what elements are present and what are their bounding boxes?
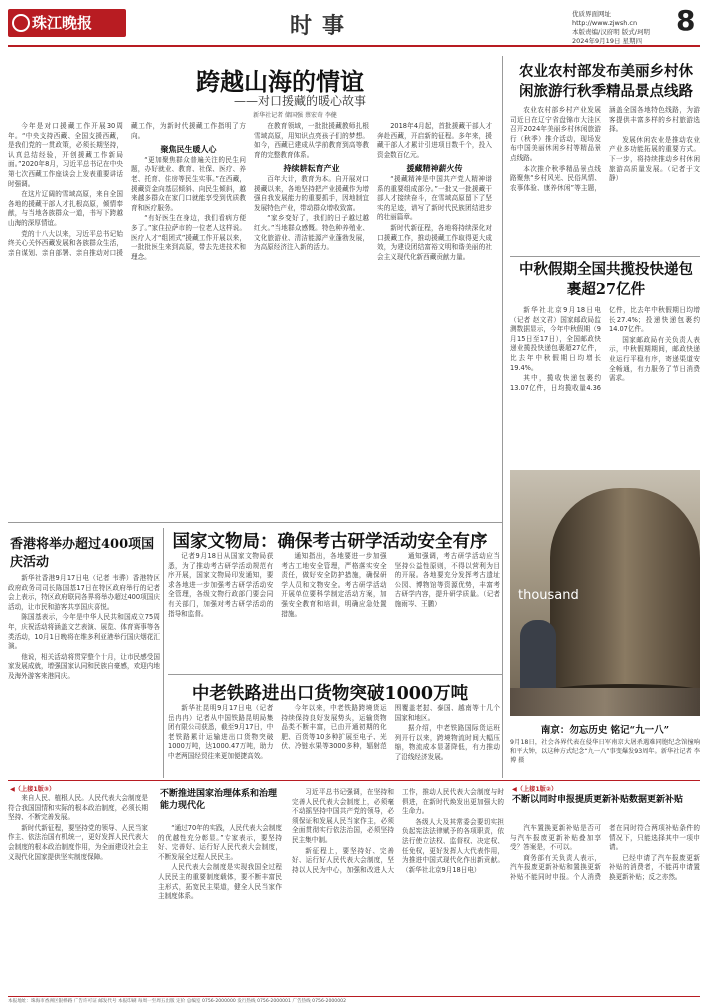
- paragraph: 本次推介秋季精品景点线路聚焦“乡村风光、民俗风情、农事体验、康养休闲”等主题，涵盖全国各地特色线路，为游客提供丰富多样的乡村旅游选择。: [510, 106, 700, 192]
- paragraph: 来自人民、植根人民。人民代表大会制度是符合我国国情和实际的根本政治制度，必须长期坚持、不断完善发展。: [8, 794, 148, 822]
- paragraph: 新华社昆明9月17日电（记者 岳冉冉）记者从中国铁路昆明局集团有限公司获悉，截至9月17日，中老铁路累计运输进出口货物突破1000万吨，达1000.47万吨，助力中老两国经贸往来更加便捷高效。: [168, 704, 274, 760]
- paragraph: 在这片辽阔的雪域高原，来自全国各地的援藏干部人才扎根高原，倾情奉献，与当地各族群众一道，书写下跨越山海的深厚情谊。: [8, 190, 123, 227]
- website-line[interactable]: 优质界面网址 http://www.zjwsh.cn: [572, 10, 638, 27]
- paragraph: 今年以来，中老铁路跨境货运持续保持良好发展势头，运输货物品类不断丰富，已由开通初期的化肥、百货等10多种扩展至电子、光伏、冷链水果等3000多种，辐射范围覆盖老挝、泰国、越南等十几个国家和地区。: [281, 704, 500, 751]
- paragraph: “通过70年的实践，人民代表大会制度的优越性充分彰显。”专家表示，要坚持好、完善好、运行好人民代表大会制度，不断发展全过程人民民主。: [158, 824, 282, 861]
- paragraph: 据介绍，中老铁路国际货运班列开行以来，跨境物流时间大幅压缩，物流成本显著降低，有力推动了沿线经济发展。: [394, 724, 500, 761]
- subsidy-heading[interactable]: 不断以同时申报提质更新补贴数据更新补贴: [512, 795, 684, 805]
- photo-caption: 9月18日，社会各界代表在侵华日军南京大屠杀遇难同胞纪念馆撞响和平大钟，以这种方式纪念“九一八”事变爆发93周年。新华社记者 李博 摄: [510, 739, 700, 764]
- relics-article-title[interactable]: 国家文物局：确保考古研学活动安全有序: [172, 532, 488, 552]
- paragraph: 人民代表大会制度是实现我国全过程人民民主的重要制度载体，要不断丰富民主形式，拓宽民主渠道，健全人民当家作主制度体系。: [158, 863, 282, 901]
- railway-article-title[interactable]: 中老铁路进出口货物突破1000万吨: [191, 684, 469, 704]
- paragraph: 国家邮政局有关负责人表示，中秋假期期间，邮政快递业运行平稳有序，寄递渠道安全畅通，有力服务了节日消费需求。: [609, 335, 700, 383]
- paragraph: 新征程上，要坚持好、完善好、运行好人民代表大会制度，坚持以人民为中心，加强和改进人大工作，推动人民代表大会制度与时俱进，在新时代焕发出更加强大的生命力。: [292, 788, 504, 874]
- crowd-figure: [510, 688, 700, 716]
- paragraph: 已经申请了汽车报废更新补贴的消费者，不能再申请置换更新补贴；反之亦然。: [609, 853, 700, 881]
- agri-article-title[interactable]: 农业农村部发布美丽乡村休闲旅游行秋季精品景点线路: [519, 63, 693, 100]
- governance-heading[interactable]: 不断推进国家治理体系和治理能力现代化: [160, 789, 278, 811]
- footer-line: 本报地址：珠海市香洲区银桦路 广告许可证 邮发代号 本报印刷 每周一至周五出版 定价 总编室 0756-2000000 发行热线 0756-2000001 广告热线 0756-2000002: [8, 996, 700, 1004]
- paragraph: 新华社北京9月18日电（记者 赵文君）国家邮政局监测数据显示，今年中秋假期（9月15日至17日），全国邮政快递业揽投快递包裹超27亿件，比去年中秋假期日均增长19.4%。: [510, 306, 601, 372]
- paragraph: 2018年4月起，首批援藏干部人才奔赴西藏，开启新的征程。多年来，援藏干部人才累计引进项目数千个，投入资金数百亿元。: [377, 122, 492, 159]
- paragraph: 在教育领域，一批批援藏教师扎根雪域高原，用知识点亮孩子们的梦想。如今，西藏已建成从学前教育到高等教育的完整教育体系。: [254, 122, 369, 159]
- paragraph: 党的十八大以来，习近平总书记始终关心关怀西藏发展和各族群众生活，亲自谋划、亲自部署、亲自推动对口援藏工作，为新时代援藏工作指明了方向。: [8, 122, 246, 257]
- section-heading: 聚焦民生暖人心: [160, 144, 217, 155]
- main-bottom-divider: [8, 522, 502, 523]
- paragraph: 记者9月18日从国家文物局获悉，为了推动考古研学活动规范有序开展，国家文物局印发通知，要求各地进一步加强考古研学活动安全管理，各级文物行政部门要会同有关部门，加强对考古研学活动的指导和监督。: [168, 552, 274, 618]
- main-article-subtitle: ——对口援藏的暖心故事: [233, 94, 366, 108]
- continued-body: [8, 794, 148, 994]
- continued-tag[interactable]: ◀（上接1版③）: [10, 786, 56, 793]
- paragraph: 发展休闲农业是推动农业产业多功能拓展的重要方式。下一步，将持续推动乡村休闲旅游高质量发展。（记者于文静）: [609, 135, 700, 183]
- paragraph: 其中，揽收快递包裹约13.07亿件，日均揽收量4.36亿件，比去年中秋假期日均增长27.4%；投递快递包裹约14.07亿件。: [510, 306, 700, 392]
- header-rule: [8, 45, 700, 47]
- section-heading: 持续耕耘育产业: [283, 163, 340, 174]
- paragraph: 商务部有关负责人表示，汽车报废更新补贴和置换更新补贴不能同时申报。个人消费者在同时符合两项补贴条件的情况下，只能选择其中一项申请。: [510, 824, 700, 881]
- editor-line: 本版责编/汉府明 版式/珂明: [572, 28, 650, 36]
- paragraph: “有好医生在身边，我们看病方便多了。”家住拉萨市的一位老人这样说。医疗人才“组团式”援藏工作开展以来，一批批医生来到高原，带去先进技术和理念。: [131, 214, 246, 261]
- photo-overlay-text: thousand: [518, 588, 579, 603]
- express-article-body: [510, 306, 700, 468]
- paragraph: 农业农村部乡村产业发展司近日在辽宁省盘锦市大洼区召开2024年美丽乡村休闲旅游行（秋季）推介活动，现场发布中国美丽休闲乡村等精品景点线路。: [510, 106, 601, 162]
- logo-text: 珠江晚报: [32, 14, 93, 32]
- congress-body: [292, 788, 504, 994]
- paragraph: 习近平总书记强调，在坚持和完善人民代表大会制度上，必须毫不动摇坚持中国共产党的领导，必须保证和发展人民当家作主，必须全面贯彻实行依法治国，必须坚持民主集中制。: [292, 788, 394, 844]
- hk-divider: [163, 528, 164, 778]
- main-article-body: [8, 122, 492, 520]
- relics-article-body: [168, 552, 500, 668]
- paragraph: 新时代新征程，要坚持党的领导、人民当家作主、依法治国有机统一，更好发挥人民代表大会制度的根本政治制度作用，为全面建设社会主义现代化国家提供坚实制度保障。: [8, 823, 148, 861]
- hk-article-body: [8, 574, 160, 776]
- express-article-title[interactable]: 中秋假期全国共揽投快递包裹超27亿件: [519, 261, 693, 298]
- paragraph: 通知强调，考古研学活动应当坚持公益性原则，不得以营利为目的开展。各地要充分发挥考古遗址公园、博物馆等资源优势，丰富考古研学内容，提升研学质量。（记者施雨岑、王鹏）: [394, 552, 500, 608]
- photo-title[interactable]: 南京：勿忘历史 铭记“九一八”: [540, 725, 670, 736]
- right-divider: [510, 256, 700, 257]
- header-meta: [572, 10, 668, 46]
- paragraph: 汽车置换更新补贴是否可与汽车报废更新补贴叠加享受？答案是，不可以。: [510, 824, 601, 852]
- railway-article-body: [168, 704, 500, 772]
- paragraph: 新华社香港9月17日电（记者 韦骅）香港特区政府政务司司长陈国基17日在特区政府举行的记者会上表示，特区政府联同各界将举办超过400项国庆活动，让市民和游客共享国庆喜悦。: [8, 574, 160, 611]
- hk-article-title[interactable]: 香港将举办超过400项国庆活动: [10, 537, 155, 570]
- paragraph: “更加聚焦群众普遍关注的民生问题，办好就业、教育、社保、医疗、养老、托育、住房等民生实事。”在西藏，援藏资金向基层倾斜、向民生倾斜，越来越多群众在家门口就能享受到优质教育和医疗服务。: [131, 155, 246, 212]
- newspaper-logo[interactable]: [8, 9, 126, 37]
- section-name: 时事: [290, 13, 355, 39]
- section-heading: 援藏精神薪火传: [406, 163, 463, 174]
- paragraph: 百年大计，教育为本。自开展对口援藏以来，各地坚持把产业援藏作为增强自我发展能力的重要抓手，因地制宜发展特色产业，带动群众增收致富。: [254, 174, 369, 212]
- paragraph: 新时代新征程，各地将持续深化对口援藏工作，推动援藏工作取得更大成效，为建设团结富裕文明和谐美丽的社会主义现代化新西藏贡献力量。: [377, 223, 492, 261]
- paragraph: 陈国基表示，今年是中华人民共和国成立75周年，庆祝活动将涵盖文艺表演、展览、体育赛事等各类活动，10月1日晚将在维多利亚港举行国庆烟花汇演。: [8, 613, 160, 651]
- logo-emblem-icon: [12, 14, 30, 32]
- paragraph: 今年是对口援藏工作开展30周年。“中央支持西藏、全国支援西藏，是我们党的一贯政策，必须长期坚持，认真总结经验，开创援藏工作新局面。”2020年8月，习近平总书记在中央第七次西藏工作座谈会上发表重要讲话时强调。: [8, 122, 123, 188]
- agri-article-body: [510, 106, 700, 254]
- date-line: 2024年9月19日 星期四: [572, 37, 643, 45]
- paragraph: “援藏精神是中国共产党人精神谱系的重要组成部分。”一批又一批援藏干部人才接续奋斗，在雪域高原留下了坚实的足迹，谱写了新时代民族团结进步的壮丽篇章。: [377, 174, 492, 222]
- page-number: 8: [676, 4, 696, 37]
- continued-tag[interactable]: ◀（上接1版②）: [512, 786, 558, 793]
- bottom-rule: [8, 780, 700, 781]
- main-article-byline: 新华社记者 储国强 蔡宏奇 李健: [253, 112, 337, 119]
- middle-divider: [168, 674, 502, 675]
- governance-body: [158, 824, 282, 994]
- bell-photo[interactable]: [510, 470, 700, 716]
- paragraph: 他说，相关活动将贯穿整个十月，让市民感受国家发展成就，增强国家认同和民族自豪感，欢迎内地及海外游客来港同庆。: [8, 652, 160, 680]
- masthead: [0, 0, 708, 50]
- paragraph: 各级人大及其常委会要切实担负起宪法法律赋予的各项职责，依法行使立法权、监督权、决定权、任免权，更好发挥人大代表作用，为推进中国式现代化作出新贡献。（新华社北京9月18日电）: [402, 817, 504, 874]
- paragraph: 通知指出，各地要进一步加强考古工地安全管理，严格落实安全责任，做好安全防护措施，确保研学人员和文物安全。考古研学活动开展单位要科学制定活动方案，加强安全教育和培训，明确应急处置措施。: [281, 552, 387, 618]
- subsidy-body: [510, 824, 700, 994]
- main-article-title[interactable]: 跨越山海的情谊: [196, 67, 364, 96]
- column-divider: [502, 56, 503, 778]
- paragraph: “家乡变好了，我们的日子越过越红火。”当地群众感慨。特色种养殖业、文化旅游业、清洁能源产业蓬勃发展，为高原经济注入新的活力。: [254, 214, 369, 252]
